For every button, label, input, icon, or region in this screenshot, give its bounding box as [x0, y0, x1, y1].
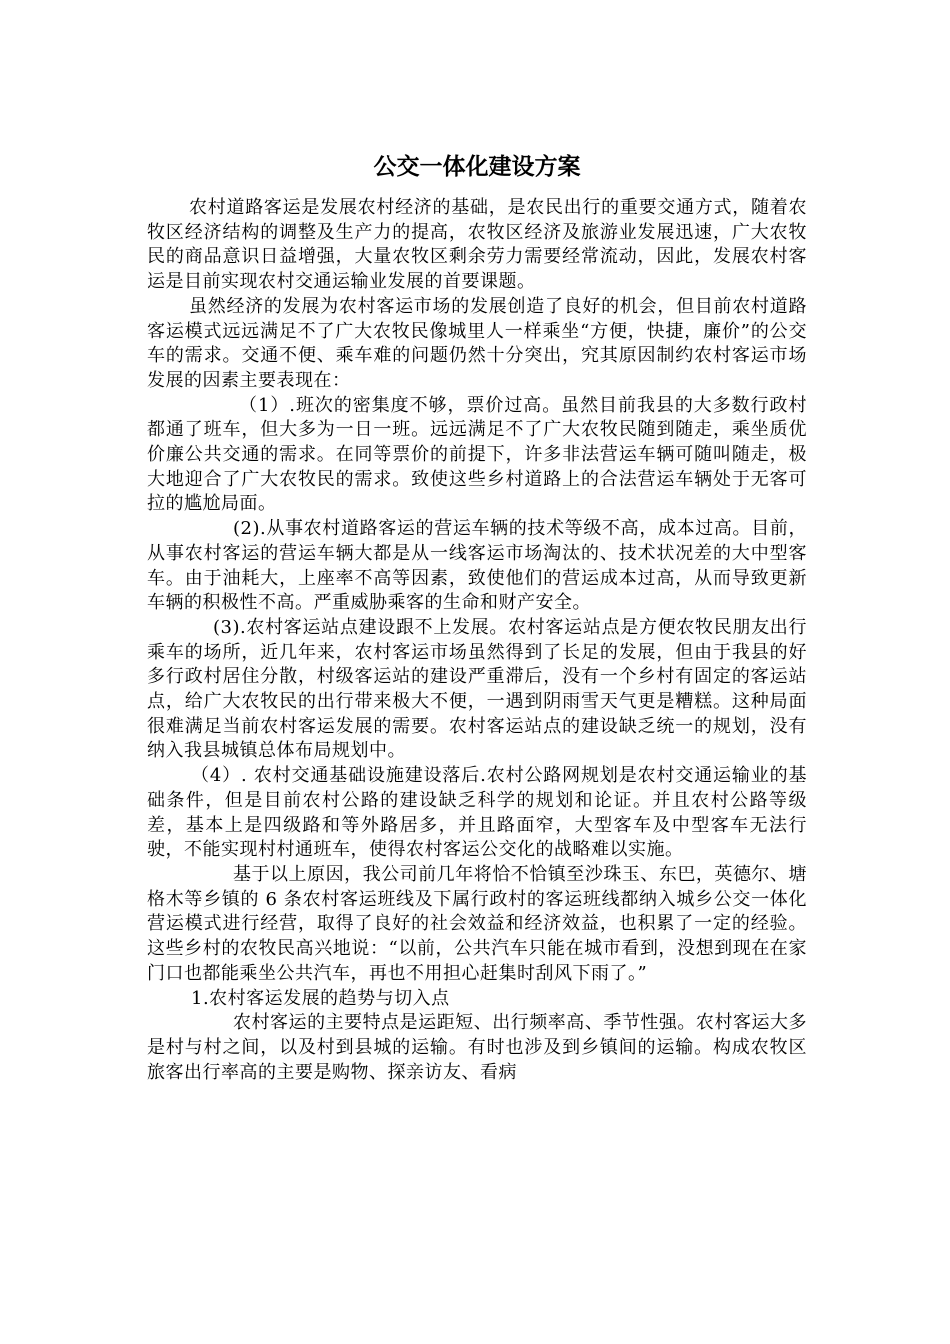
paragraph-problem-3: (3).农村客运站点建设跟不上发展。农村客运站点是方便农牧民朋友出行乘车的场所，近几年来，农村客运市场虽然得到了长足的发展，但由于我县的好多行政村居住分散，村级客运站的建设严重滞后，没有一个乡村有固定的客运站点，给广大农牧民的出行带来极大不便，一遇到阴雨雪天气更是糟糕。这种局面很难满足当前农村客运发展的需要。农村客运站点的建设缺乏统一的规划，没有纳入我县城镇总体布局规划中。: [147, 616, 807, 762]
paragraph-problems-overview: 虽然经济的发展为农村客运市场的发展创造了良好的机会，但目前农村道路客运模式远远满足不了广大农牧民像城里人一样乘坐“方便，快捷，廉价”的公交车的需求。交通不便、乘车难的问题仍然十分突出，究其原因制约农村客运市场发展的因素主要表现在：: [147, 295, 807, 391]
paragraph-problem-2: (2).从事农村道路客运的营运车辆的技术等级不高，成本过高。目前，从事农村客运的营运车辆大都是从一线客运市场淘汰的、技术状况差的大中型客车。由于油耗大，上座率不高等因素，致使他们的营运成本过高，从而导致更新车辆的积极性不高。严重威胁乘客的生命和财产安全。: [147, 518, 807, 614]
document-body: [147, 196, 807, 1085]
paragraph-problem-1: （1）.班次的密集度不够，票价过高。虽然目前我县的大多数行政村都通了班车，但大多为一日一班。远远满足不了广大农牧民随到随走，乘坐质优价廉公共交通的需求。在同等票价的前提下，许多非法营运车辆可随叫随走，极大地迎合了广大农牧民的需求。致使这些乡村道路上的合法营运车辆处于无客可拉的尴尬局面。: [147, 394, 807, 515]
paragraph-section-1: 农村客运的主要特点是运距短、出行频率高、季节性强。农村客运大多是村与村之间，以及村到县城的运输。有时也涉及到乡镇间的运输。构成农牧区旅客出行率高的主要是购物、探亲访友、看病: [147, 1012, 807, 1083]
document-title: 公交一体化建设方案: [373, 153, 581, 180]
paragraph-problem-4: （4）. 农村交通基础设施建设落后.农村公路网规划是农村交通运输业的基础条件，但是目前农村公路的建设缺乏科学的规划和论证。并且农村公路等级差，基本上是四级路和等外路居多，并且路面窄，大型客车及中型客车无法行驶，不能实现村村通班车，使得农村客运公交化的战略难以实施。: [147, 765, 807, 861]
paragraph-company-experience: 基于以上原因，我公司前几年将恰不恰镇至沙珠玉、东巴，英德尔、塘格木等乡镇的 6 条农村客运班线及下属行政村的客运班线都纳入城乡公交一体化营运模式进行经营，取得了良好的社会效益和经济效益，也积累了一定的经验。这些乡村的农牧民高兴地说：“以前，公共汽车只能在城市看到，没想到现在在家门口也都能乘坐公共汽车，再也不用担心赶集时刮风下雨了。”: [147, 863, 807, 984]
section-heading-1: 1.农村客运发展的趋势与切入点: [191, 987, 450, 1009]
paragraph-intro: 农村道路客运是发展农村经济的基础，是农民出行的重要交通方式，随着农牧区经济结构的调整及生产力的提高，农牧区经济及旅游业发展迅速，广大农牧民的商品意识日益增强，大量农牧区剩余劳力需要经常流动，因此，发展农村客运是目前实现农村交通运输业发展的首要课题。: [147, 197, 807, 293]
